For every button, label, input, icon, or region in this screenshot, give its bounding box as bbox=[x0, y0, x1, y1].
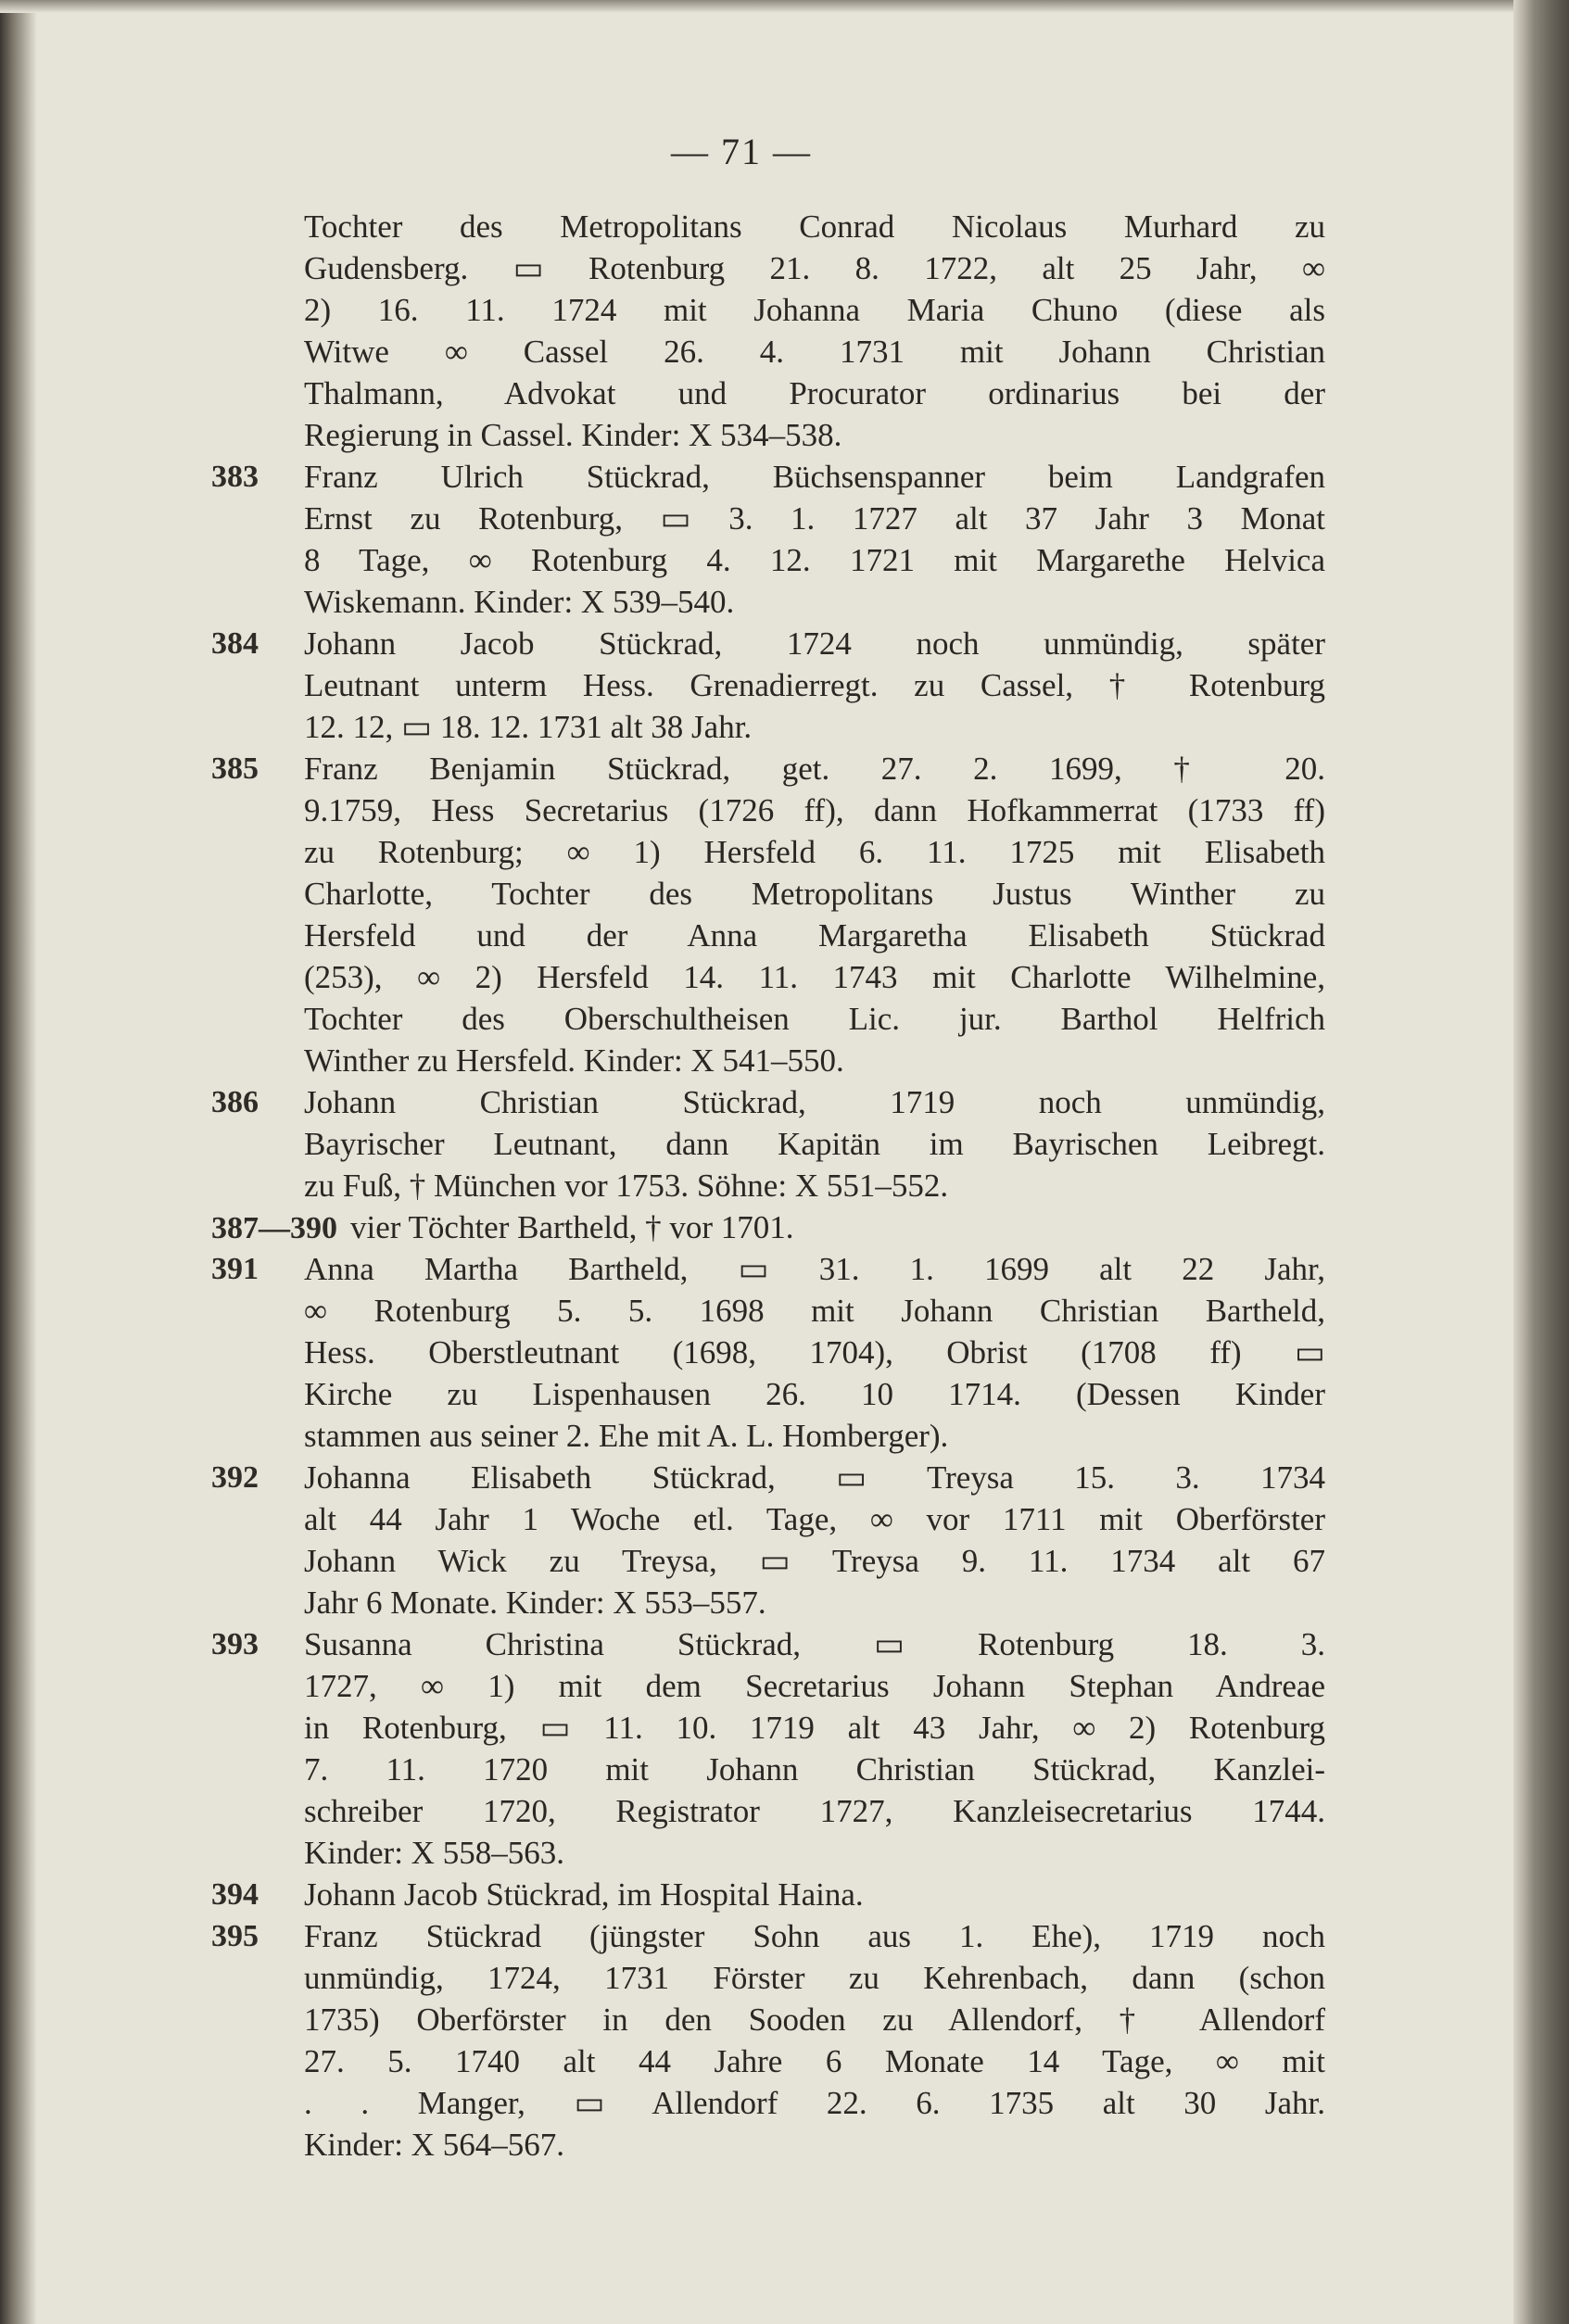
genealogy-entry bbox=[211, 1874, 1325, 1915]
entry-text bbox=[304, 1457, 1325, 1623]
text-line: Tochter des Metropolitans Conrad Nicolaus Murhard zu bbox=[304, 208, 1325, 245]
text-line: zu Rotenburg; ∞ 1) Hersfeld 6. 11. 1725 mit Elisabeth bbox=[304, 834, 1325, 870]
entry-number: 392 bbox=[211, 1460, 259, 1495]
text-line: Kinder: X 564–567. bbox=[304, 2127, 564, 2163]
text-line: . . Manger, ▭ Allendorf 22. 6. 1735 alt 30 Jahr. bbox=[304, 2085, 1325, 2121]
text-line: 7. 11. 1720 mit Johann Christian Stückrad, Kanzlei- bbox=[304, 1751, 1325, 1787]
text-line: Tochter des Oberschultheisen Lic. jur. Barthol Helfrich bbox=[304, 1001, 1325, 1037]
text-line: Bayrischer Leutnant, dann Kapitän im Bayrischen Leibregt. bbox=[304, 1126, 1325, 1162]
text-line: alt 44 Jahr 1 Woche etl. Tage, ∞ vor 1711 mit Oberförster bbox=[304, 1501, 1325, 1537]
text-line: Kirche zu Lispenhausen 26. 10 1714. (Dessen Kinder bbox=[304, 1376, 1325, 1412]
text-line: 8 Tage, ∞ Rotenburg 4. 12. 1721 mit Margarethe Helvica bbox=[304, 542, 1325, 578]
entry-number: 383 bbox=[211, 460, 259, 494]
text-line: stammen aus seiner 2. Ehe mit A. L. Homberger). bbox=[304, 1418, 949, 1454]
genealogy-entry bbox=[211, 1081, 1325, 1206]
text-line: Witwe ∞ Cassel 26. 4. 1731 mit Johann Christian bbox=[304, 334, 1325, 370]
book-binding-shadow bbox=[0, 0, 37, 2324]
entry-text bbox=[337, 1209, 794, 1245]
text-line: schreiber 1720, Registrator 1727, Kanzleisecretarius 1744. bbox=[304, 1793, 1325, 1829]
text-line: Gudensberg. ▭ Rotenburg 21. 8. 1722, alt 25 Jahr, ∞ bbox=[304, 250, 1325, 286]
text-line: Franz Benjamin Stückrad, get. 27. 2. 1699, † 20. bbox=[304, 751, 1325, 787]
text-line: zu Fuß, † München vor 1753. Söhne: X 551–552. bbox=[304, 1168, 949, 1204]
text-line: ∞ Rotenburg 5. 5. 1698 mit Johann Christian Bartheld, bbox=[304, 1293, 1325, 1329]
text-line: unmündig, 1724, 1731 Förster zu Kehrenbach, dann (schon bbox=[304, 1960, 1325, 1996]
text-line: 9.1759, Hess Secretarius (1726 ff), dann Hofkammerrat (1733 ff) bbox=[304, 792, 1325, 828]
entry-text bbox=[304, 748, 1325, 1081]
text-line: 12. 12, ▭ 18. 12. 1731 alt 38 Jahr. bbox=[304, 709, 753, 745]
text-line: Ernst zu Rotenburg, ▭ 3. 1. 1727 alt 37 Jahr 3 Monat bbox=[304, 500, 1325, 537]
page-right-edge bbox=[1513, 0, 1569, 2324]
genealogy-entry bbox=[211, 1248, 1325, 1457]
genealogy-entry bbox=[211, 206, 1325, 456]
text-line: Jahr 6 Monate. Kinder: X 553–557. bbox=[304, 1585, 766, 1621]
text-line: Franz Stückrad (jüngster Sohn aus 1. Ehe), 1719 noch bbox=[304, 1918, 1325, 1954]
page-top-edge bbox=[0, 0, 1569, 13]
entry-text bbox=[304, 623, 1325, 748]
entry-number: 393 bbox=[211, 1627, 259, 1661]
genealogy-entry bbox=[211, 1457, 1325, 1623]
genealogy-entry bbox=[211, 623, 1325, 748]
genealogy-entry bbox=[211, 748, 1325, 1081]
entry-number: 384 bbox=[211, 626, 259, 661]
text-line: Johann Jacob Stückrad, 1724 noch unmündig, später bbox=[304, 625, 1325, 662]
genealogy-entry bbox=[211, 1206, 1325, 1248]
text-line: Leutnant unterm Hess. Grenadierregt. zu Cassel, † Rotenburg bbox=[304, 667, 1325, 703]
text-line: Hess. Oberstleutnant (1698, 1704), Obrist (1708 ff) ▭ bbox=[304, 1334, 1325, 1370]
genealogy-entry bbox=[211, 456, 1325, 623]
text-line: (253), ∞ 2) Hersfeld 14. 11. 1743 mit Charlotte Wilhelmine, bbox=[304, 959, 1325, 995]
text-line: vier Töchter Bartheld, † vor 1701. bbox=[350, 1209, 794, 1245]
text-line: Kinder: X 558–563. bbox=[304, 1835, 564, 1871]
text-line: Franz Ulrich Stückrad, Büchsenspanner beim Landgrafen bbox=[304, 459, 1325, 495]
text-line: 1727, ∞ 1) mit dem Secretarius Johann Stephan Andreae bbox=[304, 1668, 1325, 1704]
text-line: Anna Martha Bartheld, ▭ 31. 1. 1699 alt 22 Jahr, bbox=[304, 1251, 1325, 1287]
entry-number: 385 bbox=[211, 752, 259, 786]
text-line: Hersfeld und der Anna Margaretha Elisabeth Stückrad bbox=[304, 917, 1325, 954]
entry-text bbox=[304, 1248, 1325, 1457]
text-line: Johann Jacob Stückrad, im Hospital Haina. bbox=[304, 1876, 864, 1913]
entry-text bbox=[304, 456, 1325, 623]
page-number: — 71 — bbox=[671, 131, 812, 172]
text-line: 1735) Oberförster in den Sooden zu Allendorf, † Allendorf bbox=[304, 2002, 1325, 2038]
entry-text bbox=[304, 1623, 1325, 1874]
text-line: Susanna Christina Stückrad, ▭ Rotenburg 18. 3. bbox=[304, 1626, 1325, 1662]
text-line: Charlotte, Tochter des Metropolitans Justus Winther zu bbox=[304, 876, 1325, 912]
genealogy-entry bbox=[211, 1915, 1325, 2166]
text-line: Thalmann, Advokat und Procurator ordinarius bei der bbox=[304, 375, 1325, 411]
text-line: Winther zu Hersfeld. Kinder: X 541–550. bbox=[304, 1042, 844, 1079]
text-line: Johann Wick zu Treysa, ▭ Treysa 9. 11. 1734 alt 67 bbox=[304, 1543, 1325, 1579]
genealogy-entry bbox=[211, 1623, 1325, 1874]
entry-number: 395 bbox=[211, 1919, 259, 1953]
text-line: Johann Christian Stückrad, 1719 noch unmündig, bbox=[304, 1084, 1325, 1120]
entry-number: 391 bbox=[211, 1252, 259, 1286]
text-line: 2) 16. 11. 1724 mit Johanna Maria Chuno (diese als bbox=[304, 292, 1325, 328]
entry-number: 394 bbox=[211, 1877, 259, 1912]
entry-text bbox=[304, 206, 1325, 456]
text-line: Regierung in Cassel. Kinder: X 534–538. bbox=[304, 417, 842, 453]
entry-text bbox=[304, 1915, 1325, 2166]
entry-text bbox=[304, 1081, 1325, 1206]
text-line: Johanna Elisabeth Stückrad, ▭ Treysa 15. 3. 1734 bbox=[304, 1459, 1325, 1496]
entry-number: 387—390 bbox=[211, 1211, 337, 1245]
entry-number: 386 bbox=[211, 1085, 259, 1119]
entry-text bbox=[304, 1874, 1325, 1915]
text-line: in Rotenburg, ▭ 11. 10. 1719 alt 43 Jahr, ∞ 2) Rotenburg bbox=[304, 1710, 1325, 1746]
text-line: 27. 5. 1740 alt 44 Jahre 6 Monate 14 Tage, ∞ mit bbox=[304, 2043, 1325, 2079]
genealogy-entries bbox=[211, 206, 1325, 2166]
text-line: Wiskemann. Kinder: X 539–540. bbox=[304, 584, 735, 620]
